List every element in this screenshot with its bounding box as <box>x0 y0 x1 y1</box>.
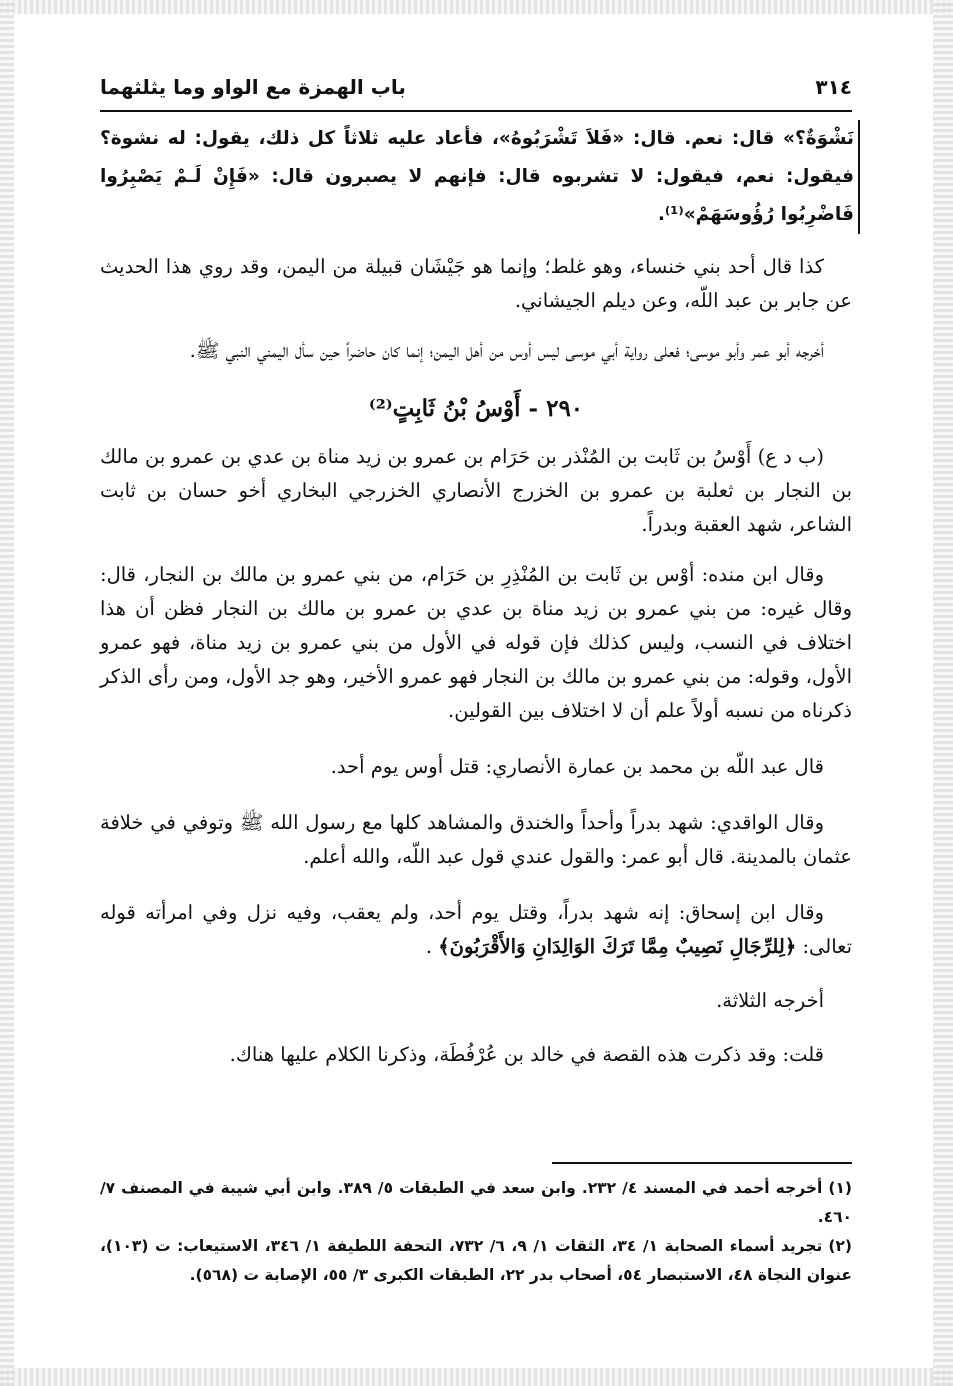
page-border-left <box>0 0 14 1386</box>
continued-paragraph: نَشْوَةٌ؟» قال: نعم. قال: «فَلاَ تَشْرَبُوهُ»، فأعاد عليه ثلاثاً كل ذلك، يقول: له نشوة؟ فيقول: نعم، فيقول: لا تشربوه قال: فإنهم لا يصبرون قال: «فَإِنْ لَـمْ يَصْبِرُوا فَاضْرِبُوا رُؤُوسَهَمْ»⁽¹⁾. <box>100 120 860 234</box>
paragraph-9: قلت: وقد ذكرت هذه القصة في خالد بن عُرْفُطَة، وذكرنا الكلام عليها هناك. <box>229 1043 824 1066</box>
paragraph-8: أخرجه الثلاثة. <box>716 989 824 1012</box>
page-border-right <box>933 0 953 1386</box>
footnote-1 <box>100 1174 852 1232</box>
paragraph-2: أخرجه أبو عمر وأبو موسى؛ فعلى رواية أبي موسى ليس أوس من أهل اليمن؛ إنما كان حاضراً حين سأل اليمني النبي ﷺ. <box>189 339 824 362</box>
page-border-top <box>0 0 953 14</box>
footnote-number: (١) <box>828 1179 853 1197</box>
footnote-rule <box>552 1162 852 1164</box>
paragraph-3: (ب د ع) أَوْسُ بن ثَابت بن المُنْذر بن حَرَام بن عمرو بن زيد مناة بن عدي بن عمرو بن مالك بن النجار بن ثعلبة بن عمرو بن الخزرج الأنصاري الخزرجي البخاري أخو حسان بن ثابت الشاعر، شهد العقبة وبدراً. <box>100 445 852 536</box>
paragraph-5: قال عبد اللّه بن محمد بن عمارة الأنصاري: قتل أوس يوم أحد. <box>330 755 824 778</box>
footnote-text: تجريد أسماء الصحابة ١/ ٣٤، الثقات ١/ ٩، ٦/ ٧٣٢، التحفة اللطيفة ١/ ٣٤٦، الاستيعاب: ت (١٠٣)، عنوان النجاة ٤٨، الاستبصار ٥٤، أصحاب بدر ٢٢، الطبقات الكبرى ٣/ ٥٥، الإصابة ت (٥٦٨). <box>100 1237 852 1284</box>
running-header <box>100 70 852 112</box>
footnote-2 <box>100 1232 852 1290</box>
entry-heading: ٢٩٠ - أَوْسُ بْنُ ثَابِتٍ⁽²⁾ <box>368 395 584 422</box>
page-border-bottom <box>0 1368 953 1386</box>
paragraph-7-end: . <box>425 935 433 958</box>
paragraph-4: وقال ابن منده: أوْس بن ثَابت بن المُنْذِرِ بن حَرَام، من بني عمرو بن مالك بن النجار، قال: وقال غيره: من بني عمرو بن زيد مناة بن عدي بن عمرو بن مالك بن النجار فظن أن هذا اختلاف في النسب، وليس كذلك فإن قوله في الأول من بني عمرو بن زيد مناة، فهو عمرو الأول، وقوله: من بني عمرو بن مالك بن النجار فهو عمرو الأخير، وهو جد الأول، ومن رأى الذكر ذكرناه من نسبه أولاً علم أن لا اختلاف بين القولين. <box>100 563 852 722</box>
footnotes <box>100 1162 852 1290</box>
page-number: ٣١٤ <box>815 75 852 99</box>
footnote-number: (٢) <box>828 1237 852 1255</box>
footnote-text: أخرجه أحمد في المسند ٤/ ٢٣٢. وابن سعد في الطبقات ٥/ ٣٨٩. وابن أبي شيبة في المصنف ٧/ ٤٦٠. <box>100 1179 852 1226</box>
page-body <box>100 70 852 1072</box>
paragraph-6: وقال الواقدي: شهد بدراً وأحداً والخندق والمشاهد كلها مع رسول الله ﷺ وتوفي في خلافة عثمان بالمدينة. قال أبو عمر: والقول عندي قول عبد اللّه، والله أعلم. <box>100 811 852 868</box>
running-title: باب الهمزة مع الواو وما يثلثهما <box>100 75 406 99</box>
quran-verse: ﴿لِلرِّجَالِ نَصِيبٌ مِمَّا تَرَكَ الوَالِدَانِ وَالأَقْرَبُونَ﴾ <box>438 935 797 958</box>
paragraph-7 <box>100 896 852 964</box>
paragraph-7-text: وقال ابن إسحاق: إنه شهد بدراً، وقتل يوم أحد، ولم يعقب، وفيه نزل وفي امرأته قوله تعالى: <box>100 901 852 958</box>
paragraph-1: كذا قال أحد بني خنساء، وهو غلط؛ وإنما هو جَيْشَان قبيلة من اليمن، وقد روي هذا الحديث عن جابر بن عبد اللّه، وعن ديلم الجيشاني. <box>100 255 852 312</box>
